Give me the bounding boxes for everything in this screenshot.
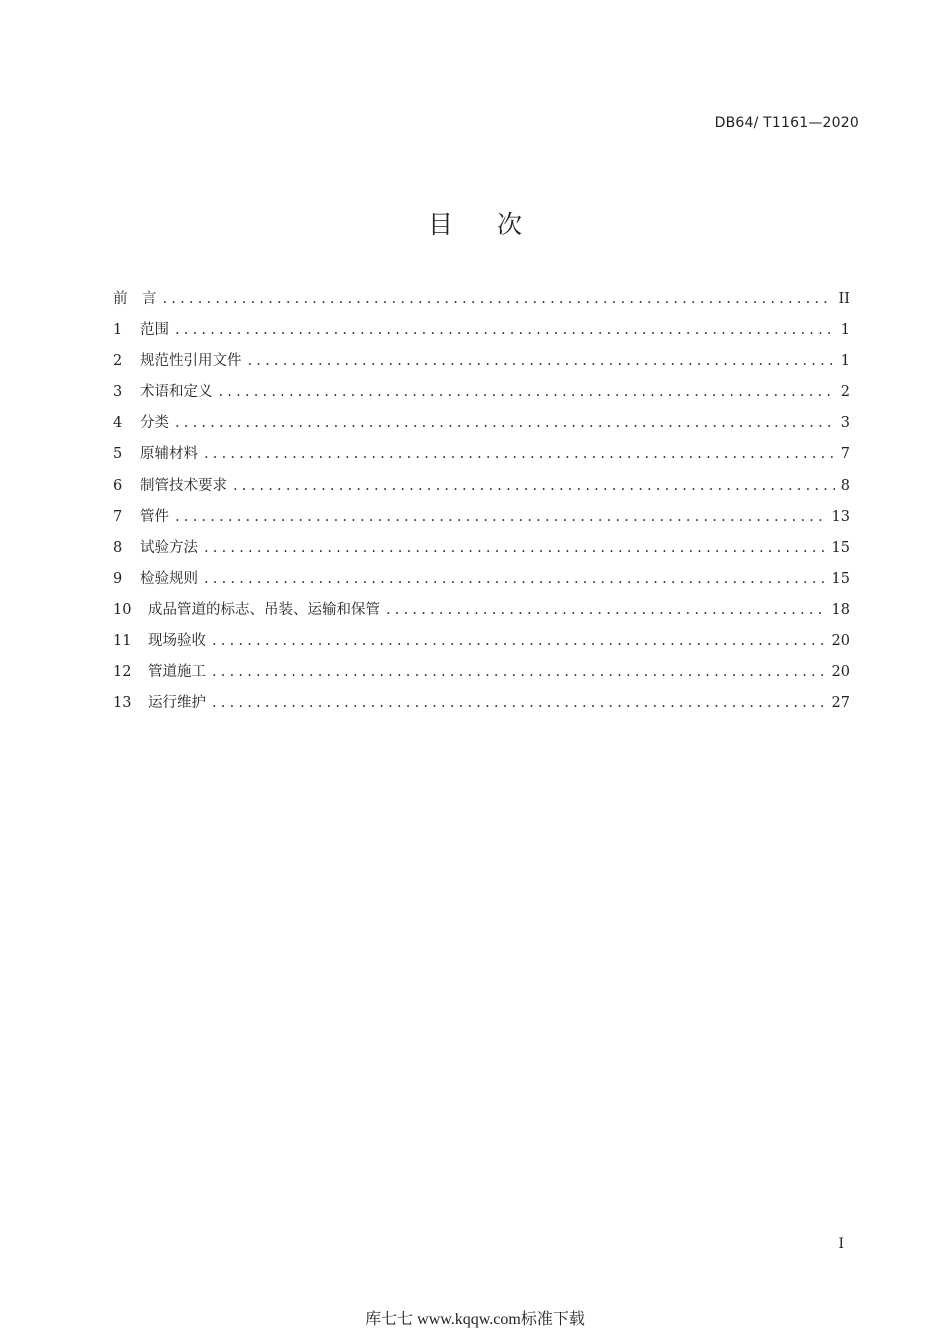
toc-entry-label: 检验规则 — [140, 570, 198, 587]
toc-entry[interactable] — [113, 380, 850, 411]
toc-entry[interactable] — [113, 442, 850, 473]
dot-leader — [204, 571, 826, 587]
toc-entry-label: 管道施工 — [148, 664, 206, 681]
toc-entry-page: 15 — [831, 539, 850, 556]
toc-entry-label: 现场验收 — [148, 633, 206, 650]
toc-entry-page: 1 — [840, 322, 850, 339]
table-of-contents — [113, 287, 850, 722]
toc-entry-number: 10 — [113, 601, 132, 618]
toc-entry-number: 4 — [113, 415, 123, 432]
toc-entry-label: 成品管道的标志、吊装、运输和保管 — [148, 601, 380, 618]
standard-number: DB64/ T1161—2020 — [714, 115, 859, 131]
toc-entry[interactable] — [113, 318, 850, 349]
footer-watermark: 库七七 www.kqqw.com标准下载 — [365, 1311, 585, 1328]
toc-entry[interactable] — [113, 691, 850, 722]
toc-entry[interactable] — [113, 411, 850, 442]
toc-entry-number: 5 — [113, 446, 123, 463]
toc-entry-number: 8 — [113, 539, 123, 556]
toc-entry-number: 11 — [113, 633, 132, 650]
dot-leader — [212, 664, 826, 680]
dot-leader — [233, 478, 835, 494]
toc-entry-number: 9 — [113, 570, 123, 587]
toc-entry-label: 前 言 — [113, 291, 157, 307]
dot-leader — [175, 415, 835, 431]
title-char: 目 — [427, 210, 453, 239]
toc-entry[interactable] — [113, 287, 850, 318]
dot-leader — [204, 446, 835, 462]
toc-entry-page: 1 — [840, 353, 850, 370]
dot-leader — [212, 633, 826, 649]
toc-entry-label: 范围 — [140, 322, 169, 339]
title-char: 次 — [497, 210, 523, 239]
dot-leader — [175, 322, 835, 338]
toc-entry-page: 2 — [840, 384, 850, 401]
dot-leader — [204, 540, 826, 556]
toc-entry[interactable] — [113, 660, 850, 691]
toc-entry-number: 2 — [113, 353, 123, 370]
toc-entry-number: 12 — [113, 664, 132, 681]
toc-entry-label: 制管技术要求 — [140, 477, 227, 494]
toc-entry[interactable] — [113, 474, 850, 505]
toc-entry-number: 6 — [113, 477, 123, 494]
page-title — [0, 205, 950, 241]
toc-entry-number: 3 — [113, 384, 123, 401]
toc-entry-label: 分类 — [140, 415, 169, 432]
toc-entry-page: 15 — [831, 570, 850, 587]
dot-leader — [175, 509, 826, 525]
toc-entry-page: 27 — [831, 695, 850, 712]
toc-entry-page: 13 — [831, 508, 850, 525]
toc-entry-page: 20 — [831, 633, 850, 650]
toc-entry[interactable] — [113, 567, 850, 598]
toc-entry-page: 20 — [831, 664, 850, 681]
toc-entry-number: 13 — [113, 695, 132, 712]
toc-entry-page: 18 — [831, 601, 850, 618]
toc-entry-label: 管件 — [140, 508, 169, 525]
page-number: I — [838, 1236, 844, 1252]
toc-entry-page: 7 — [840, 446, 850, 463]
dot-leader — [386, 602, 826, 618]
toc-entry-number: 7 — [113, 508, 123, 525]
toc-entry[interactable] — [113, 536, 850, 567]
toc-entry-page: 8 — [840, 477, 850, 494]
toc-entry-number: 1 — [113, 322, 123, 339]
toc-entry-label: 规范性引用文件 — [140, 353, 242, 370]
dot-leader — [248, 353, 835, 369]
toc-entry-label: 运行维护 — [148, 695, 206, 712]
toc-entry-label: 试验方法 — [140, 539, 198, 556]
toc-entry[interactable] — [113, 505, 850, 536]
dot-leader — [219, 384, 835, 400]
dot-leader — [163, 291, 833, 307]
toc-entry-page: 3 — [840, 415, 850, 432]
toc-entry-page: II — [838, 291, 850, 307]
toc-entry[interactable] — [113, 349, 850, 380]
toc-entry-label: 原辅材料 — [140, 446, 198, 463]
toc-entry-label: 术语和定义 — [140, 384, 213, 401]
dot-leader — [212, 695, 826, 711]
toc-entry[interactable] — [113, 629, 850, 660]
toc-entry[interactable] — [113, 598, 850, 629]
